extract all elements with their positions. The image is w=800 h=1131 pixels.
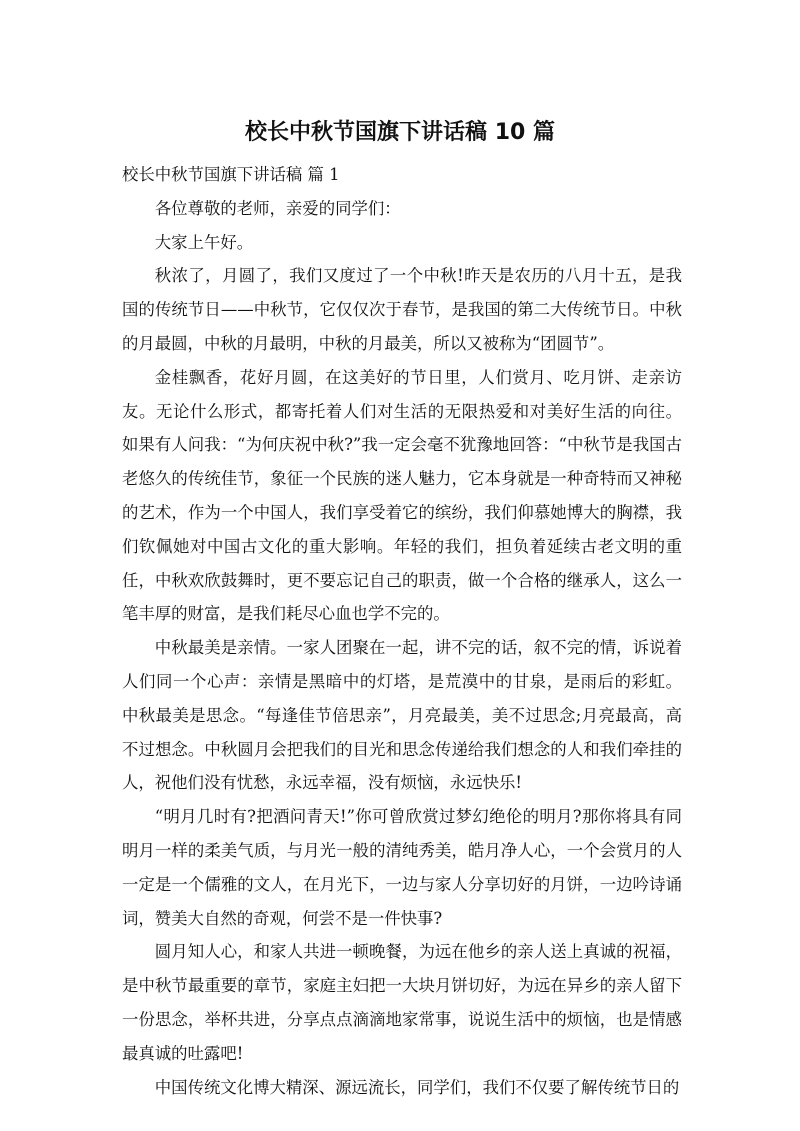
- section-heading: 校长中秋节国旗下讲话稿 篇 1: [122, 165, 340, 184]
- document-body: [122, 158, 682, 1104]
- paragraph-mid-autumn-intro: 秋浓了，月圆了，我们又度过了一个中秋!昨天是农历的八月十五，是我国的传统节日——中秋节，它仅仅次于春节，是我国的第二大传统节日。中秋的月最圆，中秋的月最明，中秋的月最美，所以又被称为“团圆节”。: [122, 266, 682, 353]
- paragraph-family-love: 中秋最美是亲情。一家人团聚在一起，讲不完的话，叙不完的情，诉说着人们同一个心声：亲情是黑暗中的灯塔，是荒漠中的甘泉，是雨后的彩虹。 中秋最美是思念。“每逢佳节倍思亲”，月亮最美，美不过思念;月亮最高，高不过想念。中秋圆月会把我们的目光和思念传递给我们想念的人和我们牵挂的人，祝他们没有忧愁，永远幸福，没有烦恼，永远快乐!: [122, 638, 682, 793]
- paragraph-bright-moon: “明月几时有?把酒问青天!”你可曾欣赏过梦幻绝伦的明月?那你将具有同明月一样的柔美气质，与月光一般的清纯秀美，皓月净人心，一个会赏月的人一定是一个儒雅的文人，在月光下，一边与家人分享切好的月饼，一边吟诗诵词，赞美大自然的奇观，何尝不是一件快事?: [122, 807, 682, 928]
- paragraph-tradition: 中国传统文化博大精深、源远流长，同学们，我们不仅要了解传统节日的: [154, 1077, 680, 1097]
- paragraph-morning: 大家上午好。: [154, 232, 254, 252]
- paragraph-full-moon: 圆月知人心，和家人共进一顿晚餐，为远在他乡的亲人送上真诚的祝福，是中秋节最重要的章节，家庭主妇把一大块月饼切好，为远在异乡的亲人留下一份思念，举杯共进，分享点点滴滴地家常事，说说生活中的烦恼，也是情感最真诚的吐露吧!: [122, 942, 682, 1063]
- paragraph-osmanthus: 金桂飘香，花好月圆，在这美好的节日里，人们赏月、吃月饼、走亲访友。无论什么形式，都寄托着人们对生活的无限热爱和对美好生活的向往。 如果有人问我：“为何庆祝中秋?”我一定会毫不犹豫地回答：“中秋节是我国古老悠久的传统佳节，象征一个民族的迷人魅力，它本身就是一种奇特而又神秘的艺术，作为一个中国人，我们享受着它的缤纷，我们仰慕她博大的胸襟，我们钦佩她对中国古文化的重大影响。年轻的我们，担负着延续古老文明的重任，中秋欢欣鼓舞时，更不要忘记自己的职责，做一个合格的继承人，这么一笔丰厚的财富，是我们耗尽心血也学不完的。: [122, 367, 682, 624]
- document-title: 校长中秋节国旗下讲话稿 10 篇: [245, 120, 555, 145]
- paragraph-greeting: 各位尊敬的老师，亲爱的同学们：: [154, 198, 401, 218]
